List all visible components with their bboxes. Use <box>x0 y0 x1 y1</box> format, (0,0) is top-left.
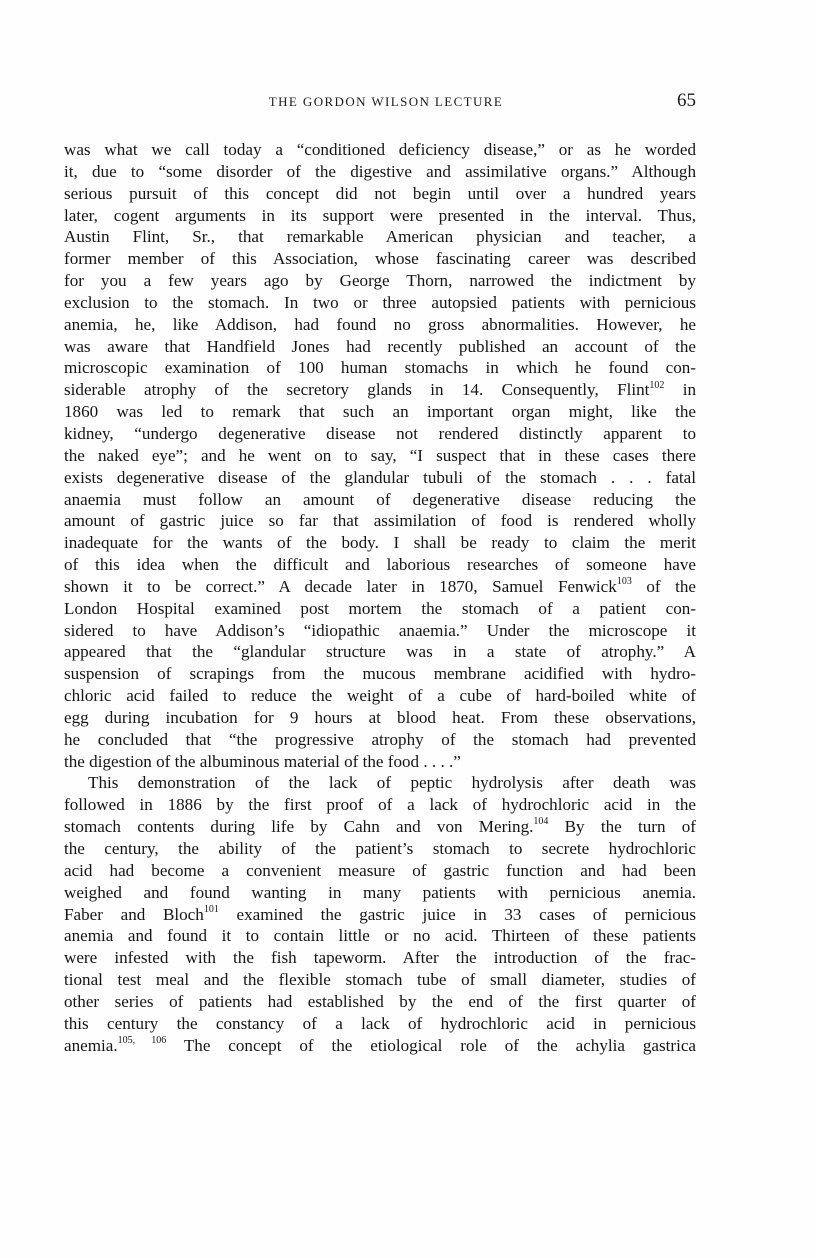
text-segment: Faber and Bloch <box>64 904 204 924</box>
text-line: This demonstration of the lack of peptic hydrolysis after death was <box>88 773 696 793</box>
text-segment: siderable atrophy of the secretory glands in 14. Consequently, Flint <box>64 380 650 400</box>
text-line: the naked eye”; and he went on to say, “I suspect that in these cases there <box>64 445 696 465</box>
text-line: egg during incubation for 9 hours at blood heat. From these observations, <box>64 707 696 727</box>
text-line: exists degenerative disease of the glandular tubuli of the stomach . . . fatal <box>64 467 696 487</box>
text-line: Austin Flint, Sr., that remarkable American physician and teacher, a <box>64 227 696 247</box>
text-line: this century the constancy of a lack of hydrochloric acid in pernicious <box>64 1013 696 1033</box>
text-line: tional test meal and the flexible stomach tube of small diameter, studies of <box>64 970 696 990</box>
text-line <box>64 576 696 598</box>
text-segment: The concept of the etiological role of the achylia gastrica <box>166 1035 697 1055</box>
text-line: other series of patients had established by the end of the first quarter of <box>64 991 696 1011</box>
text-line: were infested with the fish tapeworm. After the introduction of the frac- <box>64 948 696 968</box>
text-line: was what we call today a “conditioned deficiency disease,” or as he worded <box>64 140 696 159</box>
text-line: suspension of scrapings from the mucous membrane acidified with hydro- <box>64 664 696 684</box>
text-line: serious pursuit of this concept did not begin until over a hundred years <box>64 183 696 203</box>
text-line: appeared that the “glandular structure was in a state of atrophy.” A <box>64 642 696 662</box>
text-line: the century, the ability of the patient’s stomach to secrete hydrochloric <box>64 839 696 858</box>
text-line: London Hospital examined post mortem the stomach of a patient con- <box>64 598 696 618</box>
text-line: was aware that Handfield Jones had recently published an account of the <box>64 336 696 356</box>
text-line: microscopic examination of 100 human stomachs in which he found con- <box>64 358 696 378</box>
reference-number: 104 <box>533 816 549 828</box>
text-line: exclusion to the stomach. In two or three autopsied patients with pernicious <box>64 292 696 312</box>
text-line: anaemia must follow an amount of degenerative disease reducing the <box>64 489 696 509</box>
body-text <box>64 139 696 1056</box>
text-line <box>64 816 696 838</box>
running-head <box>64 90 696 116</box>
text-line: former member of this Association, whose fascinating career was described <box>64 249 696 269</box>
reference-number: 101 <box>203 903 219 915</box>
text-line: it, due to “some disorder of the digestive and assimilative organs.” Although <box>64 161 696 181</box>
text-line: sidered to have Addison’s “idiopathic anaemia.” Under the microscope it <box>64 620 696 640</box>
text-line <box>64 1035 696 1057</box>
text-line: followed in 1886 by the first proof of a lack of hydrochloric acid in the <box>64 795 696 815</box>
text-segment: in <box>664 380 696 400</box>
text-line: anemia and found it to contain little or no acid. Thirteen of these patients <box>64 926 696 946</box>
text-segment: By the turn of <box>548 817 696 837</box>
text-line: for you a few years ago by George Thorn, narrowed the indictment by <box>64 271 696 291</box>
text-line: chloric acid failed to reduce the weight of a cube of hard-boiled white of <box>64 686 696 706</box>
text-segment: of the <box>631 576 697 596</box>
text-line <box>64 904 696 926</box>
text-line: he concluded that “the progressive atrophy of the stomach had prevented <box>64 729 696 749</box>
text-line: 1860 was led to remark that such an important organ might, like the <box>64 402 696 422</box>
text-line: inadequate for the wants of the body. I shall be ready to claim the merit <box>64 533 696 553</box>
text-line: of this idea when the difficult and laborious researches of someone have <box>64 555 696 575</box>
text-segment: stomach contents during life by Cahn and von Mering. <box>64 817 534 837</box>
reference-number: 105, 106 <box>117 1034 167 1046</box>
text-line: acid had become a convenient measure of gastric function and had been <box>64 860 696 880</box>
text-segment: shown it to be correct.” A decade later in 1870, Samuel Fenwick <box>64 576 617 596</box>
reference-number: 103 <box>616 576 632 588</box>
text-line: anemia, he, like Addison, had found no gross abnormalities. However, he <box>64 314 696 334</box>
text-line: amount of gastric juice so far that assimilation of food is rendered wholly <box>64 511 696 531</box>
page-number: 65 <box>677 90 696 111</box>
text-line: kidney, “undergo degenerative disease not rendered distinctly apparent to <box>64 423 696 443</box>
text-segment: anemia. <box>64 1035 118 1055</box>
text-line: later, cogent arguments in its support were presented in the interval. Thus, <box>64 205 696 225</box>
running-title: THE GORDON WILSON LECTURE <box>268 94 504 109</box>
reference-number: 102 <box>649 379 665 391</box>
text-segment: examined the gastric juice in 33 cases of pernicious <box>218 904 696 924</box>
text-line: the digestion of the albuminous material of the food . . . .” <box>64 751 461 771</box>
text-line <box>64 379 696 401</box>
text-line: weighed and found wanting in many patients with pernicious anemia. <box>64 882 696 902</box>
